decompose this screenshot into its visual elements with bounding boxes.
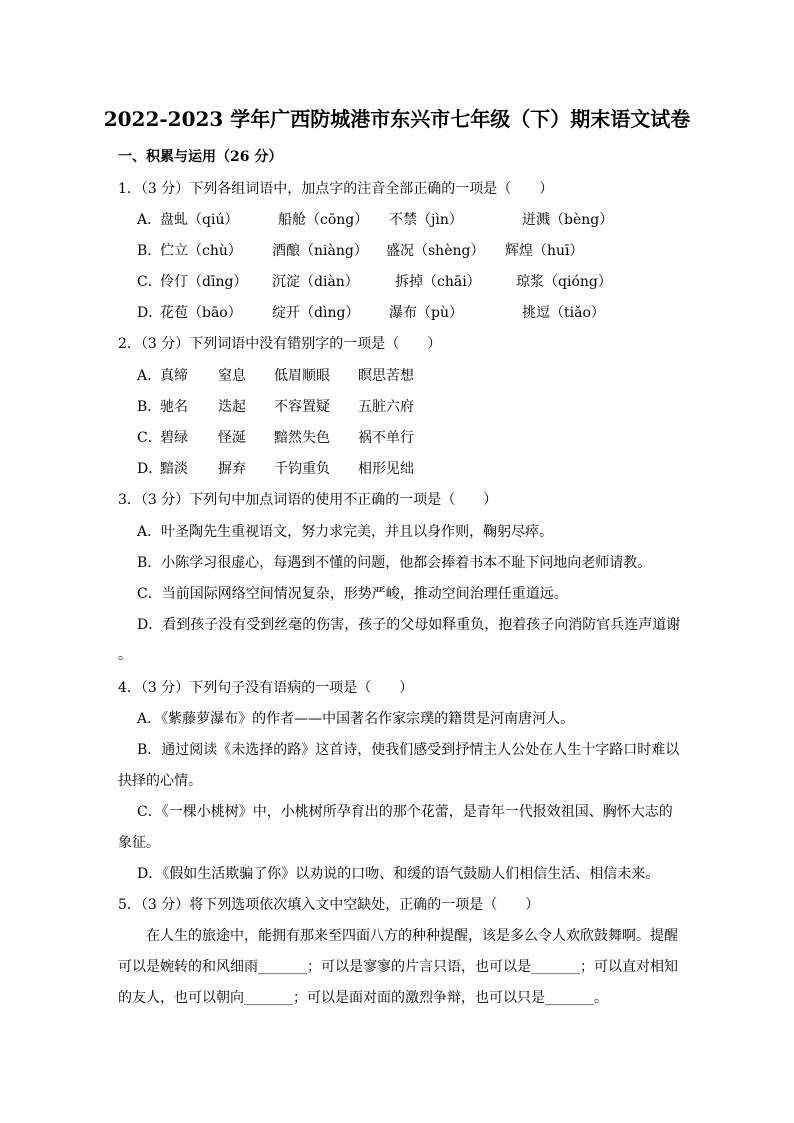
q1-c-word-3: 拆掉（chāi） [395,274,481,290]
q2-option-b-label: B． [137,399,162,415]
q2-a-word-1: 真缔 [160,368,188,384]
q2-b-word-3: 不容置疑 [274,399,330,415]
question-4-stem: 4．（3 分）下列句子没有语病的一项是（ ） [118,680,414,696]
q3-option-d: D．看到孩子没有受到丝毫的伤害，孩子的父母如释重负，抱着孩子向消防官兵连声道谢 [137,617,681,633]
q1-a-word-2: 船舱（cōng） [278,212,369,228]
q2-a-word-2: 窒息 [218,368,246,384]
q1-option-c-label: C． [137,274,162,290]
q1-d-word-4: 挑逗（tiǎo） [522,305,605,321]
q2-option-c-label: C． [137,430,162,446]
q1-d-word-2: 绽开（dìng） [272,305,360,321]
q2-b-word-1: 驰名 [160,399,188,415]
q1-c-word-1: 伶仃（dīng） [160,274,248,290]
q2-a-word-3: 低眉顺眼 [274,368,330,384]
q1-a-word-3: 不禁（jìn） [389,212,463,228]
q2-b-word-4: 五脏六府 [358,399,414,415]
section-heading: 一、积累与运用（26 分） [118,149,283,165]
q2-c-word-2: 怪涎 [218,430,246,446]
q2-a-word-4: 瞑思苦想 [358,368,414,384]
q2-c-word-1: 碧绿 [160,430,188,446]
q1-a-word-4: 迸溅（bèng） [522,212,614,228]
q4-option-a: A．《紫藤萝瀑布》的作者——中国著名作家宗璞的籍贯是河南唐河人。 [137,711,575,727]
q2-d-word-4: 相形见绌 [358,461,414,477]
q1-d-word-3: 瀑布（pù） [389,305,463,321]
q2-b-word-2: 迭起 [218,399,246,415]
q2-option-a-label: A． [137,368,162,384]
question-2-stem: 2．（3 分）下列词语中没有错别字的一项是（ ） [118,336,442,352]
q1-b-word-3: 盛况（shèng） [386,243,485,259]
q1-d-word-1: 花苞（bāo） [160,305,242,321]
q1-b-word-1: 伫立（chù） [160,243,242,259]
page-title: 2022-2023 学年广西防城港市东兴市七年级（下）期末语文试卷 [103,107,691,131]
q4-option-c-continued: 象征。 [118,835,160,851]
question-5-stem: 5．（3 分）将下列选项依次填入文中空缺处，正确的一项是（ ） [118,897,540,913]
q1-b-word-2: 酒酿（niàng） [272,243,368,259]
q3-option-c: C．当前国际网络空间情况复杂，形势严峻，推动空间治理任重道远。 [137,586,568,602]
q1-a-word-1: 盘虬（qiú） [160,212,239,228]
q4-option-d: D．《假如生活欺骗了你》以劝说的口吻、和缓的语气鼓励人们相信生活、相信未来。 [137,866,660,882]
q1-c-word-2: 沉淀（diàn） [272,274,359,290]
q2-d-word-3: 千钧重负 [274,461,330,477]
q1-c-word-4: 琼浆（qióng） [516,274,612,290]
q3-option-b: B．小陈学习很虚心，每遇到不懂的问题，他都会捧着书本不耻下问地向老师请教。 [137,555,652,571]
q4-option-b-continued: 抉择的心情。 [118,773,202,789]
q5-passage-line-3: 的友人，也可以朝向_______；可以是面对面的激烈争辩，也可以只是_______。 [118,990,608,1006]
q5-passage-line-1: 在人生的旅途中，能拥有那来至四面八方的种种提醒，该是多么令人欢欣鼓舞啊。提醒 [146,928,678,944]
q3-option-d-continued: 。 [118,647,132,663]
question-3-stem: 3．（3 分）下列句中加点词语的使用不正确的一项是（ ） [118,492,498,508]
q4-option-c: C．《一棵小桃树》中，小桃树所孕育出的那个花蕾，是青年一代报效祖国、胸怀大志的 [137,804,673,820]
q2-c-word-3: 黯然失色 [274,430,330,446]
q2-d-word-1: 黯淡 [160,461,188,477]
q1-b-word-4: 辉煌（huī） [505,243,584,259]
q1-option-b-label: B． [137,243,162,259]
q3-option-a: A．叶圣陶先生重视语文，努力求完美，并且以身作则，鞠躬尽瘁。 [137,524,554,540]
q5-passage-line-2: 可以是婉转的和风细雨_______；可以是寥寥的片言只语，也可以是_______；可以直对相知 [118,959,678,975]
q4-option-b: B．通过阅读《未选择的路》这首诗，使我们感受到抒情主人公处在人生十字路口时难以 [137,742,680,758]
question-1-stem: 1．（3 分）下列各组词语中，加点字的注音全部正确的一项是（ ） [118,181,554,197]
q2-option-d-label: D． [137,461,163,477]
q2-c-word-4: 祸不单行 [358,430,414,446]
q2-d-word-2: 摒弃 [218,461,246,477]
q1-option-d-label: D． [137,305,163,321]
q1-option-a-label: A． [137,212,162,228]
